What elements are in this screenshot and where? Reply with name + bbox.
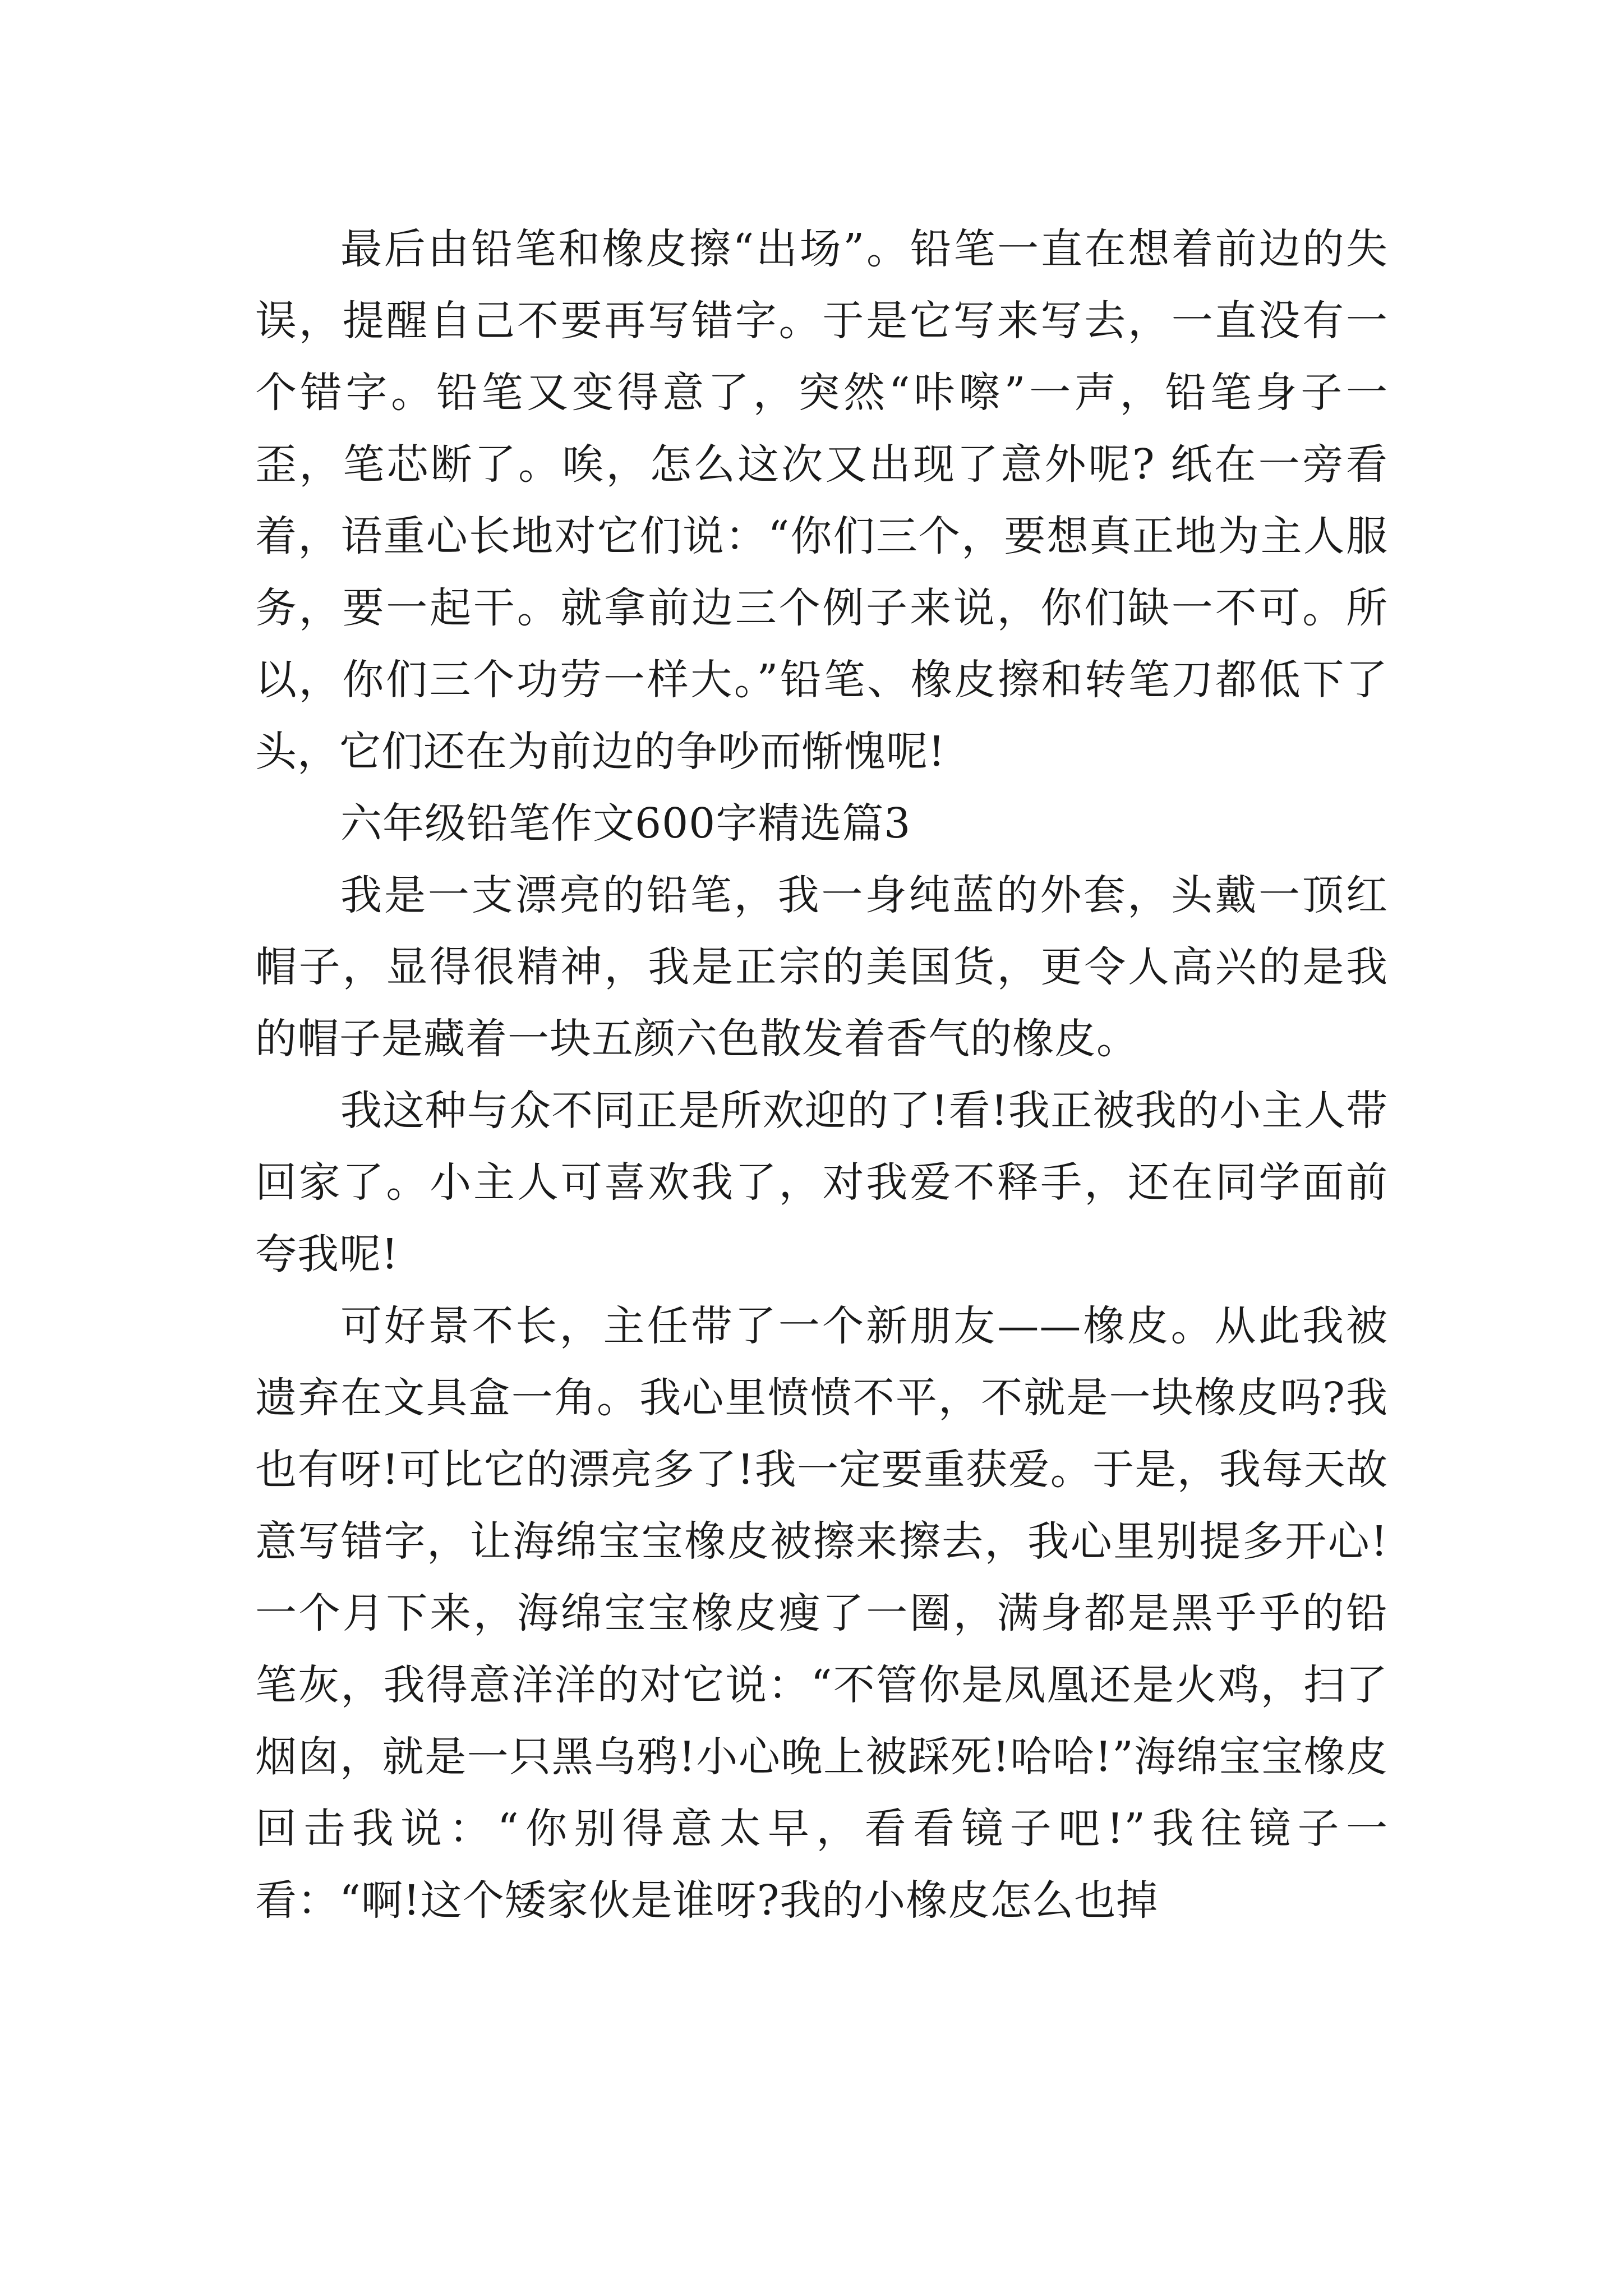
paragraph-pencil-eraser-conclusion: 最后由铅笔和橡皮擦“出场”。铅笔一直在想着前边的失误，提醒自己不要再写错字。于是它写来写去，一直没有一个错字。铅笔又变得意了，突然“咔嚓”一声，铅笔身子一歪，笔芯断了。唉，怎么这次又出现了意外呢? 纸在一旁看着，语重心长地对它们说：“你们三个，要想真正地为主人服务，要一起干。就拿前边三个例子来说，你们缺一不可。所以，你们三个功劳一样大。”铅笔、橡皮擦和转笔刀都低下了头，它们还在为前边的争吵而惭愧呢! xyxy=(255,225,1388,776)
paragraph-pencil-welcomed: 我这种与众不同正是所欢迎的了!看!我正被我的小主人带回家了。小主人可喜欢我了，对我爱不释手，还在同学面前夸我呢! xyxy=(255,1087,1388,1278)
paragraph-new-eraser: 可好景不长，主任带了一个新朋友——橡皮。从此我被遗弃在文具盒一角。我心里愤愤不平，不就是一块橡皮吗?我也有呀!可比它的漂亮多了!我一定要重获爱。于是，我每天故意写错字，让海绵宝宝橡皮被擦来擦去，我心里别提多开心!一个月下来，海绵宝宝橡皮瘦了一圈，满身都是黑乎乎的铅笔灰，我得意洋洋的对它说：“不管你是凤凰还是火鸡，扫了烟囱，就是一只黑乌鸦!小心晚上被踩死!哈哈!”海绵宝宝橡皮回击我说：“你别得意太早，看看镜子吧!”我往镜子一看：“啊!这个矮家伙是谁呀?我的小橡皮怎么也掉 xyxy=(255,1302,1388,1925)
paragraph-pencil-intro: 我是一支漂亮的铅笔，我一身纯蓝的外套，头戴一顶红帽子，显得很精神，我是正宗的美国货，更令人高兴的是我的帽子是藏着一块五颜六色散发着香气的橡皮。 xyxy=(255,871,1388,1063)
document-body xyxy=(255,213,1388,1936)
section-heading: 六年级铅笔作文600字精选篇3 xyxy=(340,799,911,848)
